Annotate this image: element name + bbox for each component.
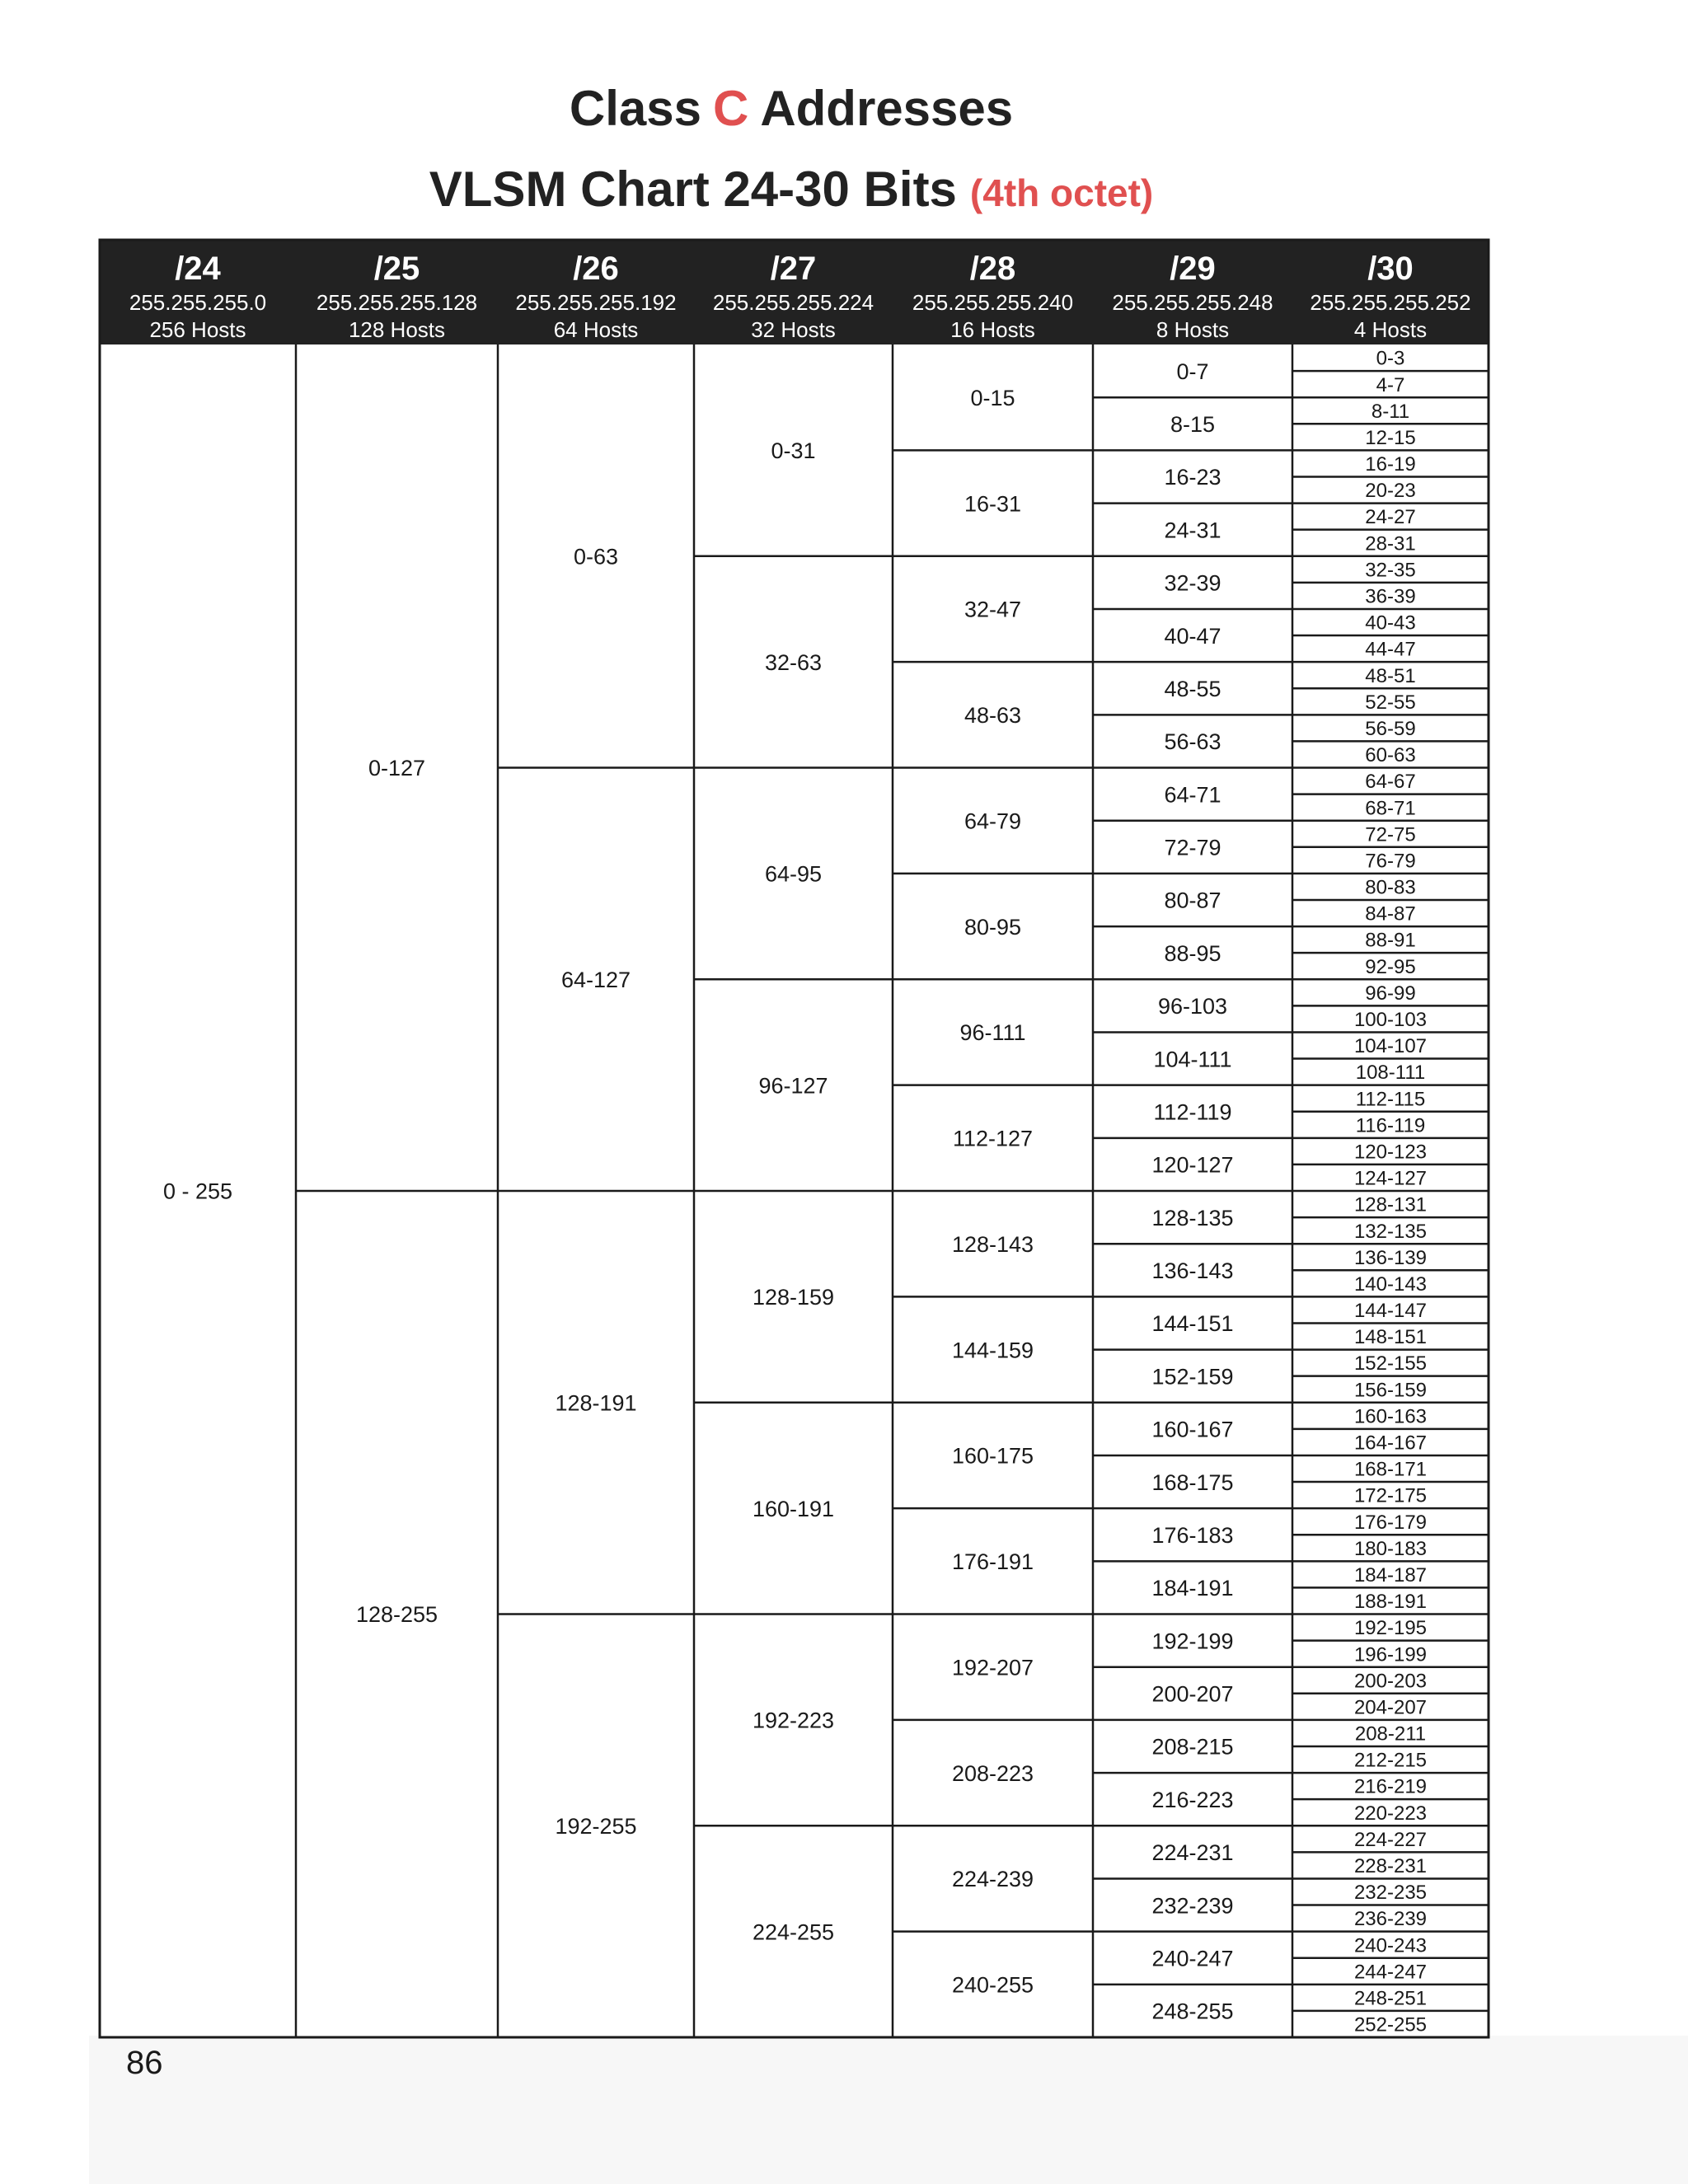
range-cell-col25 [368, 756, 425, 780]
range-cell-col26 [498, 1615, 694, 1839]
range-cell-col30 [1292, 450, 1489, 476]
range-cell-col30 [1292, 1455, 1489, 1481]
range-cell-col29 [1093, 504, 1292, 543]
range-label: 128-143 [951, 1231, 1034, 1257]
range-label: 208-215 [1151, 1734, 1234, 1760]
range-cell-col30 [1376, 348, 1405, 370]
range-cell-col30 [1292, 530, 1489, 555]
range-cell-col30 [1292, 1482, 1489, 1507]
range-cell-col25 [296, 1191, 498, 1627]
range-label: 252-255 [1353, 2013, 1428, 2036]
range-label: 160-163 [1353, 1405, 1428, 1428]
range-cell-col28 [893, 1720, 1093, 1786]
range-label: 48-63 [964, 703, 1022, 729]
range-label: 224-255 [752, 1919, 835, 1945]
range-label: 24-27 [1365, 506, 1416, 529]
range-cell-col30 [1292, 1958, 1489, 1984]
range-label: 248-251 [1353, 1987, 1428, 2010]
range-cell-col28 [893, 1615, 1093, 1680]
range-label: 32-63 [764, 649, 823, 675]
range-label: 128-255 [355, 1602, 438, 1628]
range-label: 224-227 [1353, 1828, 1428, 1851]
range-cell-col29 [1093, 662, 1292, 701]
range-label: 8-15 [1170, 412, 1216, 438]
range-cell-col28 [893, 1403, 1093, 1469]
range-label: 108-111 [1355, 1062, 1426, 1085]
range-label: 56-63 [1164, 729, 1221, 755]
range-cell-col27 [694, 556, 893, 675]
range-label: 0-15 [970, 385, 1015, 410]
range-cell-col30 [1292, 1852, 1489, 1877]
range-cell-col28 [893, 1085, 1093, 1151]
range-cell-col30 [1292, 609, 1489, 635]
range-cell-col30 [1292, 662, 1489, 687]
range-label: 96-103 [1157, 994, 1228, 1019]
range-cell-col29 [1093, 397, 1292, 437]
range-label: 160-191 [752, 1496, 835, 1521]
range-label: 128-191 [555, 1390, 637, 1416]
range-cell-col29 [1176, 359, 1208, 384]
range-cell-col28 [893, 979, 1093, 1045]
range-cell-col30 [1292, 1985, 1489, 2010]
range-cell-col30 [1292, 635, 1489, 661]
range-label: 112-115 [1355, 1088, 1426, 1111]
range-cell-col27 [694, 1825, 893, 1944]
range-label: 32-47 [964, 597, 1022, 622]
range-cell-col30 [1292, 1244, 1489, 1269]
range-cell-col30 [1292, 504, 1489, 529]
range-label: 156-159 [1353, 1379, 1428, 1402]
column-prefix: /30 [1367, 251, 1414, 287]
column-prefix: /24 [175, 251, 221, 287]
column-mask: 255.255.255.248 [1112, 290, 1273, 315]
range-cell-col30 [1292, 2011, 1489, 2036]
range-cell-col29 [1093, 1032, 1292, 1071]
range-label: 240-247 [1151, 1946, 1234, 1971]
column-hosts: 16 Hosts [950, 317, 1035, 342]
range-cell-col30 [1292, 1799, 1489, 1825]
range-label: 60-63 [1365, 744, 1416, 767]
range-label: 16-23 [1164, 465, 1221, 490]
range-label: 120-127 [1151, 1152, 1234, 1178]
range-label: 64-127 [560, 967, 631, 992]
range-cell-col30 [1292, 741, 1489, 766]
range-cell-col29 [1093, 450, 1292, 490]
range-label: 48-51 [1365, 664, 1416, 687]
range-label: 112-127 [952, 1126, 1034, 1151]
range-label: 0-127 [368, 756, 426, 781]
range-cell-col30 [1292, 1667, 1489, 1693]
column-hosts: 256 Hosts [149, 317, 246, 342]
range-label: 152-159 [1151, 1364, 1234, 1390]
range-label: 144-147 [1353, 1300, 1428, 1323]
range-cell-col30 [1292, 476, 1489, 502]
range-label: 20-23 [1365, 480, 1416, 503]
range-cell-col29 [1093, 1296, 1292, 1336]
range-label: 116-119 [1355, 1114, 1426, 1137]
range-cell-col30 [1292, 1403, 1489, 1428]
range-label: 192-207 [951, 1655, 1034, 1680]
range-label: 28-31 [1365, 532, 1416, 555]
range-cell-col30 [1292, 1641, 1489, 1666]
range-label: 72-79 [1164, 835, 1221, 860]
range-label: 188-191 [1353, 1591, 1428, 1614]
range-cell-col29 [1093, 1615, 1292, 1654]
range-cell-col26 [574, 544, 618, 569]
range-cell-col28 [893, 1508, 1093, 1574]
range-label: 100-103 [1353, 1009, 1428, 1032]
range-cell-col30 [1292, 1138, 1489, 1164]
range-label: 216-219 [1353, 1775, 1428, 1798]
range-label: 52-55 [1365, 691, 1416, 714]
range-cell-col29 [1093, 1985, 1292, 2024]
range-label: 224-231 [1151, 1840, 1234, 1866]
range-cell-col27 [694, 1403, 893, 1521]
range-cell-col30 [1292, 1932, 1489, 1957]
range-cell-col30 [1292, 397, 1489, 423]
range-label: 0-63 [573, 544, 619, 569]
range-label: 64-79 [964, 808, 1022, 834]
range-cell-col30 [1292, 424, 1489, 449]
range-cell-col27 [771, 438, 815, 463]
range-cell-col30 [1292, 979, 1489, 1005]
range-label: 152-155 [1353, 1352, 1428, 1376]
range-label: 44-47 [1365, 638, 1416, 661]
range-cell-col29 [1093, 768, 1292, 808]
range-cell-col30 [1292, 1615, 1489, 1640]
range-label: 196-199 [1353, 1643, 1428, 1666]
range-cell-col30 [1292, 900, 1489, 926]
range-label: 160-167 [1151, 1417, 1234, 1442]
range-cell-col30 [1292, 1429, 1489, 1455]
range-label: 200-207 [1151, 1681, 1234, 1707]
range-cell-col27 [694, 1191, 893, 1310]
range-cell-col24 [163, 1179, 232, 1204]
range-cell-col29 [1093, 1085, 1292, 1125]
range-label: 232-239 [1151, 1893, 1234, 1919]
range-cell-col26 [498, 768, 694, 992]
range-label: 216-223 [1151, 1787, 1234, 1812]
range-label: 176-179 [1353, 1511, 1428, 1534]
range-label: 64-67 [1365, 771, 1416, 794]
column-hosts: 4 Hosts [1353, 317, 1428, 342]
range-cell-col30 [1292, 1112, 1489, 1137]
range-cell-col29 [1093, 1350, 1292, 1390]
column-mask: 255.255.255.240 [912, 290, 1074, 315]
range-cell-col30 [1292, 1005, 1489, 1031]
range-cell-col28 [893, 1932, 1093, 1998]
range-cell-col29 [1093, 1720, 1292, 1760]
column-prefix: /28 [969, 251, 1016, 287]
range-label: 88-91 [1365, 929, 1416, 952]
range-label: 0-31 [771, 438, 816, 464]
range-label: 112-119 [1153, 1099, 1232, 1125]
range-cell-col30 [1292, 1296, 1489, 1322]
range-cell-col30 [1292, 371, 1489, 396]
range-label: 172-175 [1353, 1484, 1428, 1507]
range-cell-col30 [1292, 1720, 1489, 1746]
range-cell-col28 [970, 386, 1015, 410]
column-mask: 255.255.255.252 [1310, 290, 1471, 315]
range-cell-col27 [694, 1615, 893, 1733]
range-cell-col28 [893, 768, 1093, 834]
range-label: 88-95 [1164, 940, 1221, 966]
column-mask: 255.255.255.128 [316, 290, 478, 315]
range-label: 204-207 [1353, 1696, 1428, 1719]
range-cell-col30 [1292, 1905, 1489, 1931]
column-prefix: /26 [573, 251, 619, 287]
range-cell-col30 [1292, 1508, 1489, 1534]
range-label: 232-235 [1353, 1882, 1428, 1905]
range-cell-col30 [1292, 1376, 1489, 1402]
range-cell-col30 [1292, 688, 1489, 714]
range-label: 72-75 [1365, 823, 1416, 846]
range-label: 180-183 [1353, 1537, 1428, 1560]
range-label: 192-223 [752, 1708, 835, 1733]
range-cell-col29 [1093, 609, 1292, 649]
range-label: 104-111 [1153, 1047, 1232, 1072]
range-label: 40-47 [1164, 623, 1221, 649]
range-label: 36-39 [1365, 585, 1416, 608]
range-label: 164-167 [1353, 1432, 1428, 1455]
range-label: 184-187 [1353, 1563, 1428, 1586]
range-label: 16-31 [964, 491, 1022, 517]
range-label: 92-95 [1365, 955, 1416, 978]
range-label: 24-31 [1164, 518, 1221, 543]
column-mask: 255.255.255.192 [515, 290, 677, 315]
range-label: 68-71 [1365, 797, 1416, 820]
range-label: 48-55 [1164, 676, 1221, 701]
range-label: 80-95 [964, 914, 1022, 940]
title-suffix: Addresses [760, 81, 1014, 136]
range-label: 220-223 [1353, 1802, 1428, 1825]
range-cell-col30 [1292, 1825, 1489, 1851]
range-cell-col30 [1292, 794, 1489, 820]
range-cell-col29 [1093, 1244, 1292, 1283]
range-cell-col29 [1093, 1191, 1292, 1230]
range-cell-col28 [893, 874, 1093, 940]
range-label: 168-171 [1353, 1458, 1428, 1481]
range-cell-col30 [1292, 1085, 1489, 1111]
range-label: 64-71 [1164, 782, 1221, 808]
range-cell-col30 [1292, 1059, 1489, 1085]
range-label: 136-143 [1151, 1258, 1234, 1284]
range-cell-col30 [1292, 556, 1489, 582]
range-label: 76-79 [1365, 850, 1416, 873]
range-cell-col29 [1093, 874, 1292, 913]
range-cell-col29 [1093, 979, 1292, 1019]
range-label: 104-107 [1353, 1035, 1428, 1058]
range-label: 176-183 [1151, 1522, 1234, 1548]
range-cell-col29 [1093, 1825, 1292, 1865]
range-cell-col30 [1292, 768, 1489, 794]
range-label: 0-7 [1176, 359, 1209, 384]
range-label: 32-35 [1365, 559, 1416, 582]
range-cell-col30 [1292, 1350, 1489, 1376]
range-cell-col30 [1292, 1323, 1489, 1348]
range-cell-col29 [1093, 1561, 1292, 1601]
range-label: 212-215 [1353, 1749, 1428, 1772]
subtitle-main: VLSM Chart 24-30 Bits [429, 162, 957, 217]
subtitle-note: (4th octet) [969, 171, 1154, 214]
range-label: 16-19 [1365, 453, 1416, 476]
range-label: 192-195 [1353, 1617, 1428, 1640]
range-cell-col29 [1093, 556, 1292, 596]
range-label: 184-191 [1151, 1576, 1234, 1601]
range-cell-col29 [1093, 926, 1292, 966]
range-cell-col29 [1093, 1403, 1292, 1442]
range-cell-col30 [1292, 1587, 1489, 1613]
range-cell-col30 [1292, 715, 1489, 740]
range-label: 192-255 [555, 1813, 637, 1839]
column-mask: 255.255.255.0 [129, 290, 267, 315]
range-cell-col28 [893, 1296, 1093, 1362]
range-cell-col29 [1093, 1932, 1292, 1971]
range-cell-col30 [1292, 1773, 1489, 1798]
range-cell-col30 [1292, 1165, 1489, 1190]
range-cell-col28 [893, 556, 1093, 622]
range-cell-col30 [1292, 1217, 1489, 1243]
range-cell-col29 [1093, 1667, 1292, 1707]
range-cell-col29 [1093, 1878, 1292, 1918]
title-prefix: Class [569, 81, 701, 136]
range-label: 4-7 [1376, 373, 1405, 396]
range-label: 144-159 [951, 1338, 1034, 1363]
range-label: 124-127 [1353, 1167, 1428, 1190]
range-label: 12-15 [1365, 426, 1416, 449]
range-label: 80-87 [1164, 888, 1221, 913]
range-cell-col30 [1292, 953, 1489, 978]
range-label: 228-231 [1353, 1855, 1428, 1878]
range-cell-col30 [1292, 1270, 1489, 1296]
range-label: 128-131 [1353, 1193, 1428, 1216]
column-mask: 255.255.255.224 [712, 290, 874, 315]
range-cell-col30 [1292, 926, 1489, 952]
range-label: 32-39 [1164, 570, 1221, 596]
column-hosts: 64 Hosts [553, 317, 639, 342]
range-label: 84-87 [1365, 902, 1416, 926]
range-label: 64-95 [764, 861, 823, 887]
range-label: 0-3 [1376, 347, 1405, 370]
column-prefix: /25 [373, 251, 420, 287]
range-label: 80-83 [1365, 876, 1416, 899]
range-label: 148-151 [1353, 1326, 1428, 1349]
range-cell-col30 [1292, 1191, 1489, 1216]
range-label: 0 - 255 [162, 1179, 233, 1204]
range-label: 96-99 [1365, 982, 1416, 1005]
range-cell-col27 [694, 768, 893, 887]
range-cell-col30 [1292, 1694, 1489, 1719]
range-cell-col29 [1093, 1508, 1292, 1548]
range-label: 224-239 [951, 1867, 1034, 1892]
range-label: 120-123 [1353, 1141, 1428, 1164]
range-cell-col30 [1292, 1561, 1489, 1586]
range-cell-col29 [1093, 821, 1292, 860]
range-cell-col29 [1093, 1455, 1292, 1495]
range-label: 208-211 [1354, 1722, 1427, 1746]
range-cell-col28 [893, 450, 1093, 516]
range-cell-col30 [1292, 821, 1489, 846]
column-hosts: 32 Hosts [751, 317, 836, 342]
range-cell-col29 [1093, 1138, 1292, 1178]
column-hosts: 128 Hosts [348, 317, 446, 342]
page-number: 86 [126, 2045, 163, 2081]
range-label: 8-11 [1371, 400, 1410, 423]
range-cell-col28 [893, 1825, 1093, 1891]
column-prefix: /29 [1170, 251, 1216, 287]
column-hosts: 8 Hosts [1156, 317, 1230, 342]
range-label: 144-151 [1151, 1311, 1234, 1337]
range-label: 96-127 [758, 1073, 828, 1099]
range-cell-col30 [1292, 847, 1489, 873]
range-cell-col30 [1292, 583, 1489, 608]
range-cell-col29 [1093, 715, 1292, 754]
range-label: 208-223 [951, 1760, 1034, 1786]
title-accent-letter: C [712, 81, 749, 136]
range-label: 176-191 [951, 1549, 1034, 1575]
range-cell-col28 [893, 662, 1093, 728]
range-cell-col30 [1292, 1535, 1489, 1560]
range-label: 240-243 [1353, 1934, 1428, 1957]
range-label: 240-255 [951, 1972, 1034, 1998]
range-label: 132-135 [1353, 1220, 1428, 1243]
range-label: 40-43 [1365, 612, 1416, 635]
range-cell-col30 [1292, 1746, 1489, 1772]
range-label: 244-247 [1353, 1961, 1428, 1984]
column-prefix: /27 [770, 251, 817, 287]
range-label: 140-143 [1353, 1272, 1428, 1296]
range-label: 168-175 [1151, 1469, 1234, 1495]
range-cell-col28 [893, 1191, 1093, 1257]
range-label: 192-199 [1151, 1629, 1234, 1654]
range-label: 248-255 [1151, 1999, 1234, 2024]
range-label: 200-203 [1353, 1670, 1428, 1693]
range-label: 160-175 [951, 1443, 1034, 1469]
range-label: 128-135 [1151, 1205, 1234, 1230]
range-label: 96-111 [959, 1020, 1026, 1046]
range-cell-col26 [498, 1191, 694, 1415]
range-cell-col30 [1292, 874, 1489, 899]
range-label: 136-139 [1353, 1246, 1428, 1269]
range-cell-col30 [1292, 1032, 1489, 1057]
range-label: 56-59 [1365, 717, 1416, 740]
range-cell-col30 [1292, 1878, 1489, 1904]
range-cell-col29 [1093, 1773, 1292, 1812]
range-label: 128-159 [752, 1285, 835, 1310]
range-label: 236-239 [1353, 1908, 1428, 1931]
range-cell-col27 [694, 979, 893, 1098]
